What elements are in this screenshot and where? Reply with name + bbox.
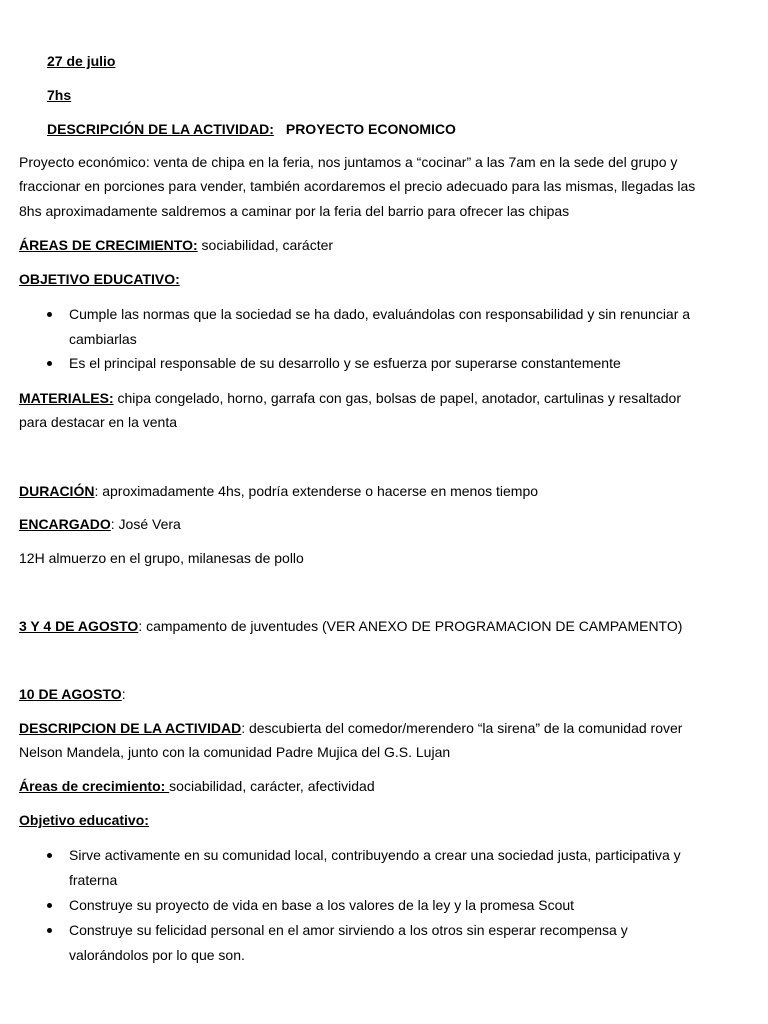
objective-1-bullet-2: Es el principal responsable de su desarrollo y se esfuerza por superarse constantemente [69,355,621,371]
in-charge-value: : José Vera [110,516,181,532]
event-time: 7hs [47,87,72,103]
description-line-3: 8hs aproximadamente saldremos a caminar por la feria del barrio para ofrecer las chipas [19,203,570,219]
activity-2-line-1 [19,719,682,737]
objective-2-label: Objetivo educativo: [19,812,149,828]
event-date: 27 de julio [47,53,116,69]
objective-2-bullet-1-line-1: Sirve activamente en su comunidad local, contribuyendo a crear una sociedad justa, participativa y [69,847,681,863]
objective-1-label: OBJETIVO EDUCATIVO: [19,271,180,287]
objective-2-bullet-2: Construye su proyecto de vida en base a los valores de la ley y la promesa Scout [69,897,575,913]
activity-2-line-2: Nelson Mandela, junto con la comunidad Padre Mujica del G.S. Lujan [19,744,451,760]
materials-line-2: para destacar en la venta [19,414,177,430]
bullet-icon [47,903,52,908]
bullet-icon [47,312,52,317]
growth-areas-1-label: ÁREAS DE CRECIMIENTO: [19,237,198,253]
duration-value: : aproximadamente 4hs, podría extenderse o hacerse en menos tiempo [94,483,539,499]
objective-2-bullet-1-line-2: fraterna [69,872,118,888]
activity-2-label: DESCRIPCION DE LA ACTIVIDAD [19,720,242,736]
aug10-colon: : [121,686,126,702]
camp-date-label: 3 Y 4 DE AGOSTO [19,618,139,634]
duration-label: DURACIÓN [19,483,95,499]
description-line-1: Proyecto económico: venta de chipa en la feria, nos juntamos a “cocinar” a las 7am en la sede del grupo y [19,154,678,170]
in-charge [19,515,181,533]
camp-entry [19,617,682,635]
activity-heading-title: PROYECTO ECONOMICO [285,121,456,137]
growth-areas-2 [19,777,375,795]
lunch-note: 12H almuerzo en el grupo, milanesas de pollo [19,550,304,566]
aug10-entry [19,685,126,703]
description-line-2: fraccionar en porciones para vender, también acordaremos el precio adecuado para las mismas, llegadas las [19,178,696,194]
camp-value: : campamento de juventudes (VER ANEXO DE PROGRAMACION DE CAMPAMENTO) [138,618,683,634]
bullet-icon [47,928,52,933]
materials-value: chipa congelado, horno, garrafa con gas, bolsas de papel, anotador, cartulinas y resaltador [113,390,681,406]
growth-areas-2-value: sociabilidad, carácter, afectividad [169,778,375,794]
in-charge-label: ENCARGADO [19,516,111,532]
objective-1-bullet-1-line-1: Cumple las normas que la sociedad se ha dado, evaluándolas con responsabilidad y sin renunciar a [69,306,691,322]
growth-areas-2-label: Áreas de crecimiento: [19,778,170,794]
materials-label: MATERIALES: [19,390,114,406]
activity-heading-label: DESCRIPCIÓN DE LA ACTIVIDAD: [47,121,274,137]
objective-2-bullet-3-line-2: valorándolos por lo que son. [69,947,245,963]
objective-1-bullet-1-line-2: cambiarlas [69,331,137,347]
duration [19,482,538,500]
activity-heading [47,120,456,138]
bullet-icon [47,361,52,366]
growth-areas-1-value: sociabilidad, carácter [197,237,334,253]
objective-2-bullet-3-line-1: Construye su felicidad personal en el amor sirviendo a los otros sin esperar recompensa y [69,922,628,938]
growth-areas-1 [19,236,333,254]
materials-line-1 [19,389,681,407]
aug10-date-label: 10 DE AGOSTO [19,686,122,702]
bullet-icon [47,853,52,858]
activity-2-value: : descubierta del comedor/merendero “la sirena” de la comunidad rover [241,720,683,736]
